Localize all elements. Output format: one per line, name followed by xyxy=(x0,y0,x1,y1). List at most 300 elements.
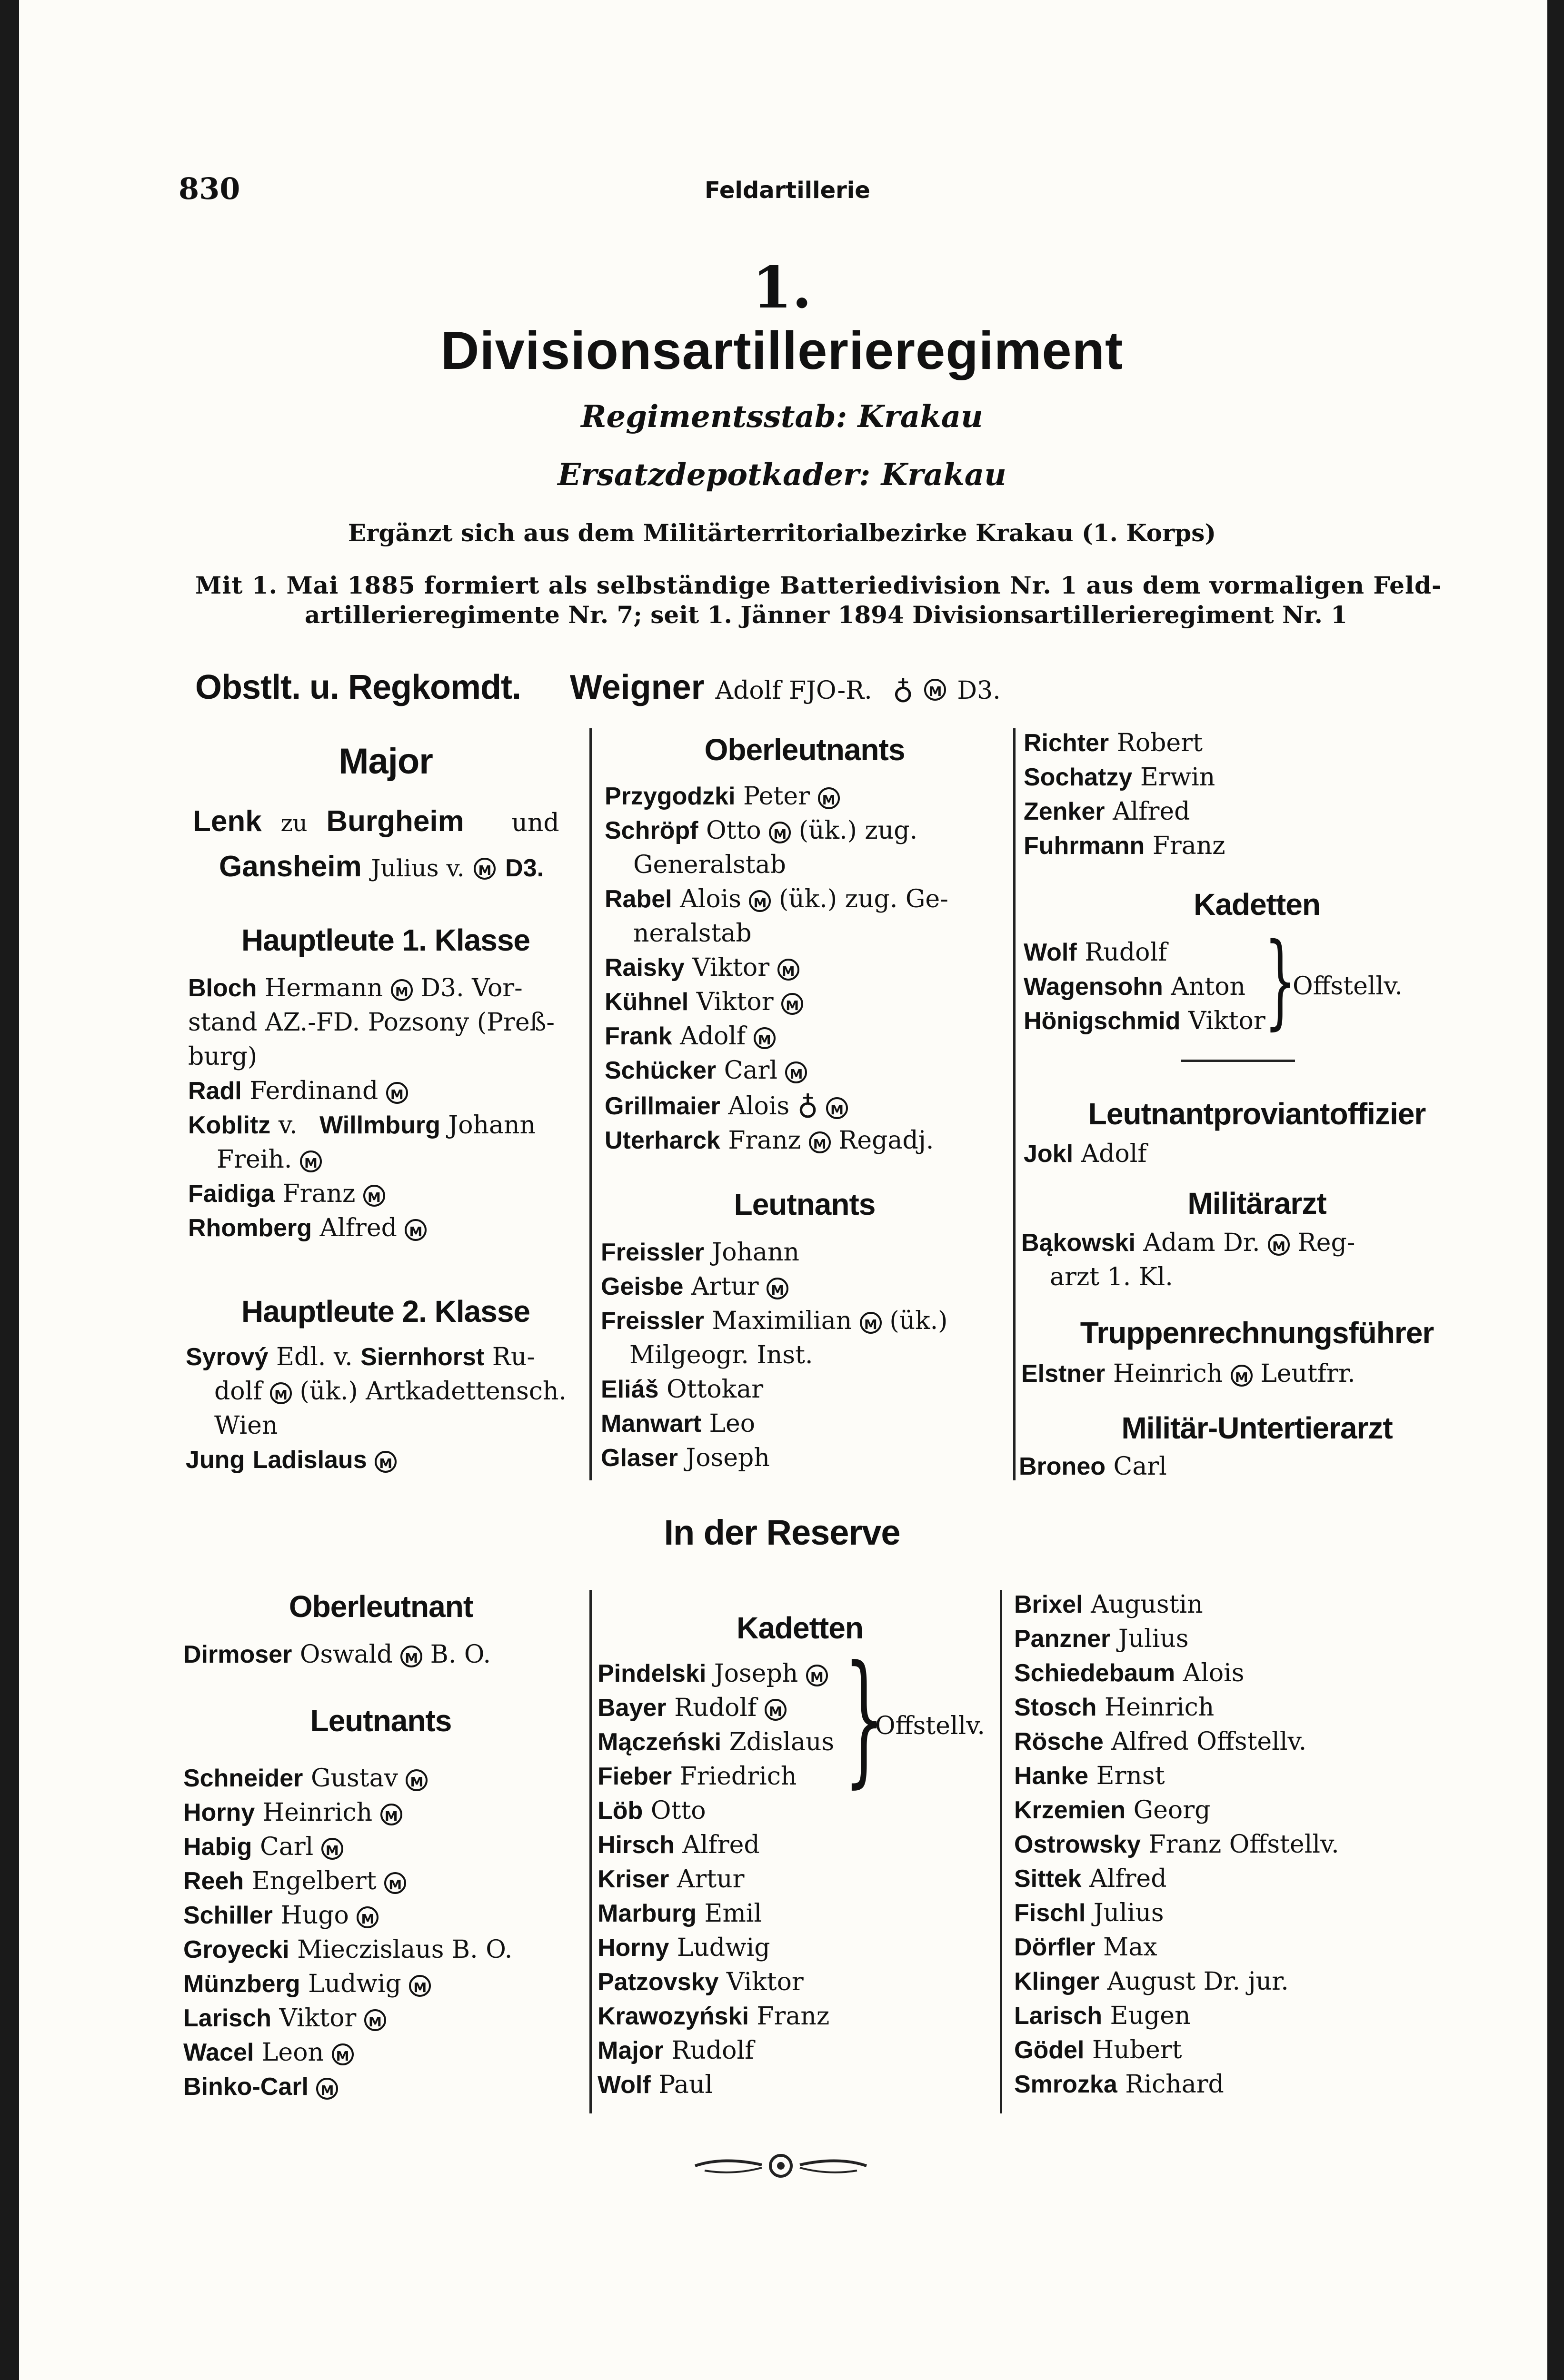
surname: Marburg xyxy=(598,1900,697,1927)
surname: Schneider xyxy=(183,1765,303,1792)
commander-suffix: D3. xyxy=(957,676,1001,705)
given-name: Alois xyxy=(728,1092,790,1121)
list-item xyxy=(1014,1999,1500,2033)
given-name: Ernst xyxy=(1096,1762,1165,1790)
medal-icon: M xyxy=(777,959,799,981)
list-item xyxy=(1014,1827,1500,1862)
kadetten-note: Offstellv. xyxy=(1293,972,1403,1001)
surname: Jokl xyxy=(1024,1140,1074,1168)
surname: Smrozka xyxy=(1014,2071,1117,2098)
cross-symbol: ♁ xyxy=(892,673,914,706)
surname: Kühnel xyxy=(605,988,689,1016)
given-name: Viktor xyxy=(696,988,774,1016)
given-name: Alfred xyxy=(1089,1864,1167,1893)
surname: Löb xyxy=(598,1797,643,1825)
surname: Krzemien xyxy=(1014,1796,1126,1824)
detail: (ük.) zug. xyxy=(798,816,918,845)
surname: Manwart xyxy=(601,1410,701,1438)
cross-symbol: ♁ xyxy=(797,1088,818,1121)
given-name: Erwin xyxy=(1140,763,1215,792)
surname: Hönigschmid xyxy=(1024,1007,1181,1035)
medal-icon: M xyxy=(321,1838,343,1860)
surname: Frank xyxy=(605,1022,672,1050)
list-item xyxy=(188,971,588,1005)
detail: Wien xyxy=(214,1411,278,1440)
given-name: Viktor xyxy=(692,953,770,982)
list-item xyxy=(598,1896,997,1931)
given-name: Maximilian xyxy=(712,1307,852,1335)
given-name: Eugen xyxy=(1110,2002,1191,2030)
reserve-col3-list xyxy=(1014,1587,1500,2102)
surname: Fuhrmann xyxy=(1024,832,1145,860)
surname: Wolf xyxy=(598,2071,651,2099)
given-name: Georg xyxy=(1133,1796,1211,1825)
reserve-leutnants-heading: Leutnants xyxy=(310,1704,452,1738)
given-name: Alois xyxy=(1183,1659,1245,1687)
kadetten-heading: Kadetten xyxy=(1194,887,1320,922)
particle: v. xyxy=(278,1111,298,1140)
given-name: Franz Offstellv. xyxy=(1148,1830,1339,1859)
list-item xyxy=(605,916,1014,951)
surname: Mączeński xyxy=(598,1728,722,1756)
given-name: Johann xyxy=(448,1111,536,1140)
list-item xyxy=(605,951,1014,985)
commander-line xyxy=(195,664,1001,714)
surname: Schiller xyxy=(183,1902,273,1929)
proviant-item xyxy=(1024,1137,1147,1171)
given-name: Rudolf xyxy=(1085,938,1167,967)
medal-icon: M xyxy=(363,1185,385,1207)
surname: Hanke xyxy=(1014,1762,1089,1790)
surname: Koblitz xyxy=(188,1111,271,1139)
given-name: Hugo xyxy=(280,1901,349,1930)
medal-icon: M xyxy=(806,1665,828,1686)
rechnungsfuehrer-heading: Truppenrechnungsführer xyxy=(1080,1316,1434,1350)
surname: Horny xyxy=(598,1934,669,1962)
list-item xyxy=(598,1794,997,1828)
reserve-leutnants-list xyxy=(183,1761,588,2104)
surname: Hirsch xyxy=(598,1831,675,1859)
surname: Patzovsky xyxy=(598,1968,719,1996)
given-name: Franz xyxy=(757,2002,830,2031)
given-name: Carl xyxy=(259,1833,314,1861)
surname: Krawozyński xyxy=(598,2003,749,2030)
surname: Reeh xyxy=(183,1867,244,1895)
list-item xyxy=(1021,1226,1497,1260)
surname: Raisky xyxy=(605,954,685,982)
surname: Gödel xyxy=(1014,2036,1085,2064)
list-item xyxy=(1014,1930,1500,1964)
ornament-divider xyxy=(686,2147,876,2185)
militaerarzt-entry xyxy=(1021,1226,1497,1294)
recruitment-district: Ergänzt sich aus dem Militärterritorialbezirke Krakau (1. Korps) xyxy=(348,519,1216,547)
list-item xyxy=(598,1656,997,1691)
surname: Fischl xyxy=(1014,1899,1086,1927)
reserve-kadetten-heading: Kadetten xyxy=(737,1611,863,1645)
surname: Bloch xyxy=(188,974,257,1002)
surname: Gansheim xyxy=(219,850,362,883)
regiment-title: Divisionsartillerieregiment xyxy=(440,321,1124,380)
given-name: Franz xyxy=(1152,832,1225,860)
given-name: Julius xyxy=(1118,1625,1189,1653)
list-item xyxy=(188,1177,588,1211)
given-name: Viktor xyxy=(279,2004,357,2033)
detail: Reg- xyxy=(1297,1229,1355,1257)
medal-icon: M xyxy=(391,979,413,1001)
surname: Schiedebaum xyxy=(1014,1659,1175,1687)
untertierarzt-heading: Militär-Untertierarzt xyxy=(1121,1411,1393,1445)
given-name: Joseph xyxy=(686,1444,770,1472)
given-name: Heinrich xyxy=(1104,1693,1215,1722)
list-item xyxy=(1024,760,1500,794)
surname: Bayer xyxy=(598,1694,667,1722)
medal-icon: M xyxy=(384,1872,406,1894)
medal-icon: M xyxy=(809,1131,831,1153)
history-line-2: artillerieregimente Nr. 7; seit 1. Jänner 1894 Divisionsartillerieregiment Nr. 1 xyxy=(305,601,1348,629)
medal-icon: M xyxy=(818,787,840,809)
leutnants-heading: Leutnants xyxy=(734,1187,876,1221)
untertierarzt-item xyxy=(1019,1449,1167,1484)
list-item xyxy=(183,1864,588,1898)
detail: (ük.) zug. Ge- xyxy=(779,885,948,913)
medal-icon: M xyxy=(400,1646,422,1667)
list-item xyxy=(605,985,1014,1019)
medal-icon: M xyxy=(1231,1365,1253,1387)
list-item xyxy=(188,1005,588,1040)
surname: Stosch xyxy=(1014,1694,1097,1721)
list-item xyxy=(183,1795,588,1830)
surname: Habig xyxy=(183,1833,252,1861)
given-name: Leo xyxy=(709,1409,756,1438)
list-item xyxy=(598,1759,997,1794)
list-item xyxy=(601,1304,1015,1338)
given-name: Viktor xyxy=(1188,1007,1265,1035)
given-name: Ludwig xyxy=(677,1934,770,1962)
list-item xyxy=(1014,1793,1500,1827)
given-name: Adolf xyxy=(1081,1140,1147,1168)
given-name: Franz xyxy=(728,1126,801,1155)
given-name: August Dr. jur. xyxy=(1107,1967,1289,1996)
given-name: Carl xyxy=(1113,1452,1167,1481)
given-name: Emil xyxy=(704,1899,762,1928)
given-name: Paul xyxy=(658,2071,713,2099)
surname: Major xyxy=(598,2037,664,2064)
given-name: Peter xyxy=(743,782,810,811)
medal-icon: M xyxy=(826,1097,848,1119)
list-item xyxy=(1014,1964,1500,1999)
surname: Wolf xyxy=(1024,939,1077,966)
surname: Jung xyxy=(186,1446,245,1474)
given-name: Heinrich xyxy=(1113,1359,1223,1388)
given-name: Robert xyxy=(1116,729,1203,757)
given-name: Anton xyxy=(1171,972,1246,1001)
surname: Kriser xyxy=(598,1865,669,1893)
given-name: Oswald xyxy=(299,1640,393,1669)
given-name: Alfred Offstellv. xyxy=(1111,1727,1307,1756)
given-name: dolf xyxy=(214,1377,262,1406)
surname: Wacel xyxy=(183,2039,254,2066)
medal-icon: M xyxy=(785,1061,807,1083)
surname: Münzberg xyxy=(183,1970,300,1998)
particle: zu xyxy=(280,810,308,837)
militaerarzt-heading: Militärarzt xyxy=(1187,1186,1326,1220)
reserve-heading: In der Reserve xyxy=(664,1513,900,1552)
list-item xyxy=(1014,2067,1500,2102)
list-item xyxy=(186,1374,590,1408)
regiment-staff: Regimentsstab: Krakau xyxy=(581,399,983,435)
given-name: Heinrich xyxy=(262,1798,373,1827)
list-item xyxy=(598,1862,997,1896)
list-item xyxy=(183,1761,588,1795)
list-item xyxy=(183,1898,588,1933)
major-heading: Major xyxy=(339,741,433,782)
surname: Klinger xyxy=(1014,1968,1100,1995)
surname: Faidiga xyxy=(188,1180,275,1208)
given-name: Richard xyxy=(1125,2070,1224,2099)
list-item xyxy=(601,1269,1015,1304)
detail: (ük.) Artkadettensch. xyxy=(299,1377,567,1406)
list-item xyxy=(598,2068,997,2102)
list-item xyxy=(1024,1004,1366,1038)
given-name: Viktor xyxy=(726,1968,804,1996)
given-name: Alfred xyxy=(682,1831,760,1859)
list-item xyxy=(1014,1896,1500,1930)
list-item xyxy=(1014,1759,1500,1793)
list-item xyxy=(186,1408,590,1443)
surname: Fieber xyxy=(598,1763,672,1790)
reserve-oberleutnant-item xyxy=(183,1637,491,1672)
surname: Dirmoser xyxy=(183,1641,292,1668)
hauptleute-2-list xyxy=(186,1340,590,1477)
given-name: Rudolf xyxy=(674,1694,757,1722)
list-item xyxy=(183,1933,588,1967)
surname: Horny xyxy=(183,1799,255,1826)
detail: Freih. xyxy=(217,1145,292,1174)
list-item xyxy=(1024,935,1366,970)
medal-icon: M xyxy=(409,1975,431,1997)
list-item xyxy=(601,1407,1015,1441)
leutnants-list xyxy=(601,1235,1015,1475)
surname: Binko-Carl xyxy=(183,2073,309,2101)
oberleutnants-heading: Oberleutnants xyxy=(704,733,905,767)
regiment-title-wrap xyxy=(0,320,1564,381)
given-name: Ferdinand xyxy=(249,1077,379,1105)
list-item xyxy=(598,1828,997,1862)
list-item xyxy=(598,1999,997,2033)
column-divider xyxy=(1000,1590,1002,2113)
list-item xyxy=(1014,1690,1500,1725)
surname: Schröpf xyxy=(605,817,698,844)
surname: Eliáš xyxy=(601,1376,659,1403)
list-item xyxy=(188,1108,588,1142)
medal-icon: M xyxy=(405,1219,427,1241)
detail: Generalstab xyxy=(633,851,786,879)
regiment-number: 1. xyxy=(752,254,812,321)
commander-details: Adolf FJO-R. xyxy=(715,676,872,705)
given-name: Julius v. xyxy=(371,854,465,882)
list-item xyxy=(188,1211,588,1245)
given-name: Otto xyxy=(650,1796,706,1825)
detail: Milgeogr. Inst. xyxy=(629,1341,813,1369)
list-item xyxy=(1021,1260,1497,1294)
surname: Larisch xyxy=(183,2004,271,2032)
detail: neralstab xyxy=(633,919,752,948)
reserve-oberleutnant-heading: Oberleutnant xyxy=(289,1589,473,1624)
surname: Lenk xyxy=(193,805,262,838)
surname: Sochatzy xyxy=(1024,764,1133,791)
list-item xyxy=(605,882,1014,916)
surname: Dörfler xyxy=(1014,1934,1096,1961)
medal-icon: M xyxy=(364,2009,386,2031)
brace: } xyxy=(1264,921,1297,1040)
reserve-kadetten-note: Offstellv. xyxy=(875,1712,985,1740)
replacement-depot: Ersatzdepotkader: Krakau xyxy=(558,457,1006,493)
brace: } xyxy=(844,1635,885,1801)
given-name: Alfred xyxy=(1113,797,1190,826)
col3-top-list xyxy=(1024,726,1500,863)
surname: Grillmaier xyxy=(605,1092,720,1120)
surname: Broneo xyxy=(1019,1453,1106,1480)
given-name: Ru- xyxy=(492,1343,535,1371)
surname: Bąkowski xyxy=(1021,1229,1136,1257)
detail: arzt 1. Kl. xyxy=(1050,1263,1173,1291)
medal-icon: M xyxy=(767,1278,788,1299)
surname: Syrový xyxy=(186,1343,269,1371)
particle: Edl. v. xyxy=(276,1343,353,1371)
medal-icon: M xyxy=(781,993,803,1015)
list-item xyxy=(188,1142,588,1177)
commander-rank: Obstlt. u. Regkomdt. xyxy=(195,668,521,706)
surname: Willmburg xyxy=(319,1111,440,1139)
medal-icon: M xyxy=(749,890,771,912)
major-line-2 xyxy=(219,845,544,890)
surname: Rabel xyxy=(605,885,672,913)
given-name: Max xyxy=(1103,1933,1157,1962)
list-item xyxy=(598,1965,997,1999)
list-item xyxy=(601,1372,1015,1407)
list-item xyxy=(598,1931,997,1965)
medal-icon: M xyxy=(1268,1234,1290,1256)
surname: Larisch xyxy=(1014,2002,1102,2030)
list-item xyxy=(605,779,1014,813)
list-item xyxy=(1014,1587,1500,1622)
surname: Schücker xyxy=(605,1057,717,1084)
surname: Freissler xyxy=(601,1239,704,1266)
medal-icon: M xyxy=(769,822,791,843)
given-name: Adam Dr. xyxy=(1143,1229,1260,1257)
surname: Siernhorst xyxy=(360,1343,485,1371)
conjunction: und xyxy=(511,809,559,837)
list-item xyxy=(1024,829,1500,863)
surname: Groyecki xyxy=(183,1936,289,1964)
list-item xyxy=(1024,726,1500,760)
surname: Burgheim xyxy=(326,805,464,838)
detail: D3. Vor- xyxy=(420,974,523,1002)
commander-surname: Weigner xyxy=(569,668,705,706)
oberleutnants-list xyxy=(605,779,1014,1158)
medal-icon: M xyxy=(375,1451,397,1473)
given-name: Artur xyxy=(691,1272,759,1301)
given-name: Johann xyxy=(712,1238,799,1267)
list-item xyxy=(598,2033,997,2068)
surname: Ostrowsky xyxy=(1014,1831,1141,1858)
surname: Pindelski xyxy=(598,1660,707,1687)
list-item xyxy=(605,813,1014,848)
given-name: Hermann xyxy=(264,974,383,1002)
list-item xyxy=(1014,1862,1500,1896)
rechnungsfuehrer-item xyxy=(1021,1357,1355,1391)
list-item xyxy=(188,1040,588,1074)
page-number: 830 xyxy=(179,171,240,206)
hauptleute-1-list xyxy=(188,971,588,1245)
surname: Elstner xyxy=(1021,1360,1106,1388)
list-item xyxy=(605,1053,1014,1088)
surname: Geisbe xyxy=(601,1273,684,1300)
medal-icon: M xyxy=(332,2043,354,2065)
list-item xyxy=(605,1019,1014,1053)
medal-icon: M xyxy=(860,1312,882,1334)
list-item xyxy=(1014,1725,1500,1759)
surname: Brixel xyxy=(1014,1591,1083,1618)
list-item xyxy=(605,848,1014,882)
surname: Przygodzki xyxy=(605,783,736,810)
list-item xyxy=(186,1443,590,1477)
given-name: Ottokar xyxy=(666,1375,764,1404)
given-name: Artur xyxy=(677,1865,745,1894)
medal-icon: M xyxy=(474,858,496,880)
detail: (ük.) xyxy=(889,1307,948,1335)
list-item xyxy=(183,2001,588,2035)
list-item xyxy=(601,1441,1015,1475)
medal-icon: M xyxy=(316,2078,338,2100)
given-name: Otto xyxy=(706,816,761,845)
medal-icon: M xyxy=(357,1906,379,1928)
surname: Wagensohn xyxy=(1024,973,1163,1001)
list-item xyxy=(183,1967,588,2001)
given-name: Mieczislaus B. O. xyxy=(297,1935,513,1964)
list-item xyxy=(186,1340,590,1374)
surname: Freissler xyxy=(601,1307,704,1335)
detail: burg) xyxy=(188,1042,258,1071)
surname: Rhomberg xyxy=(188,1214,312,1242)
list-item xyxy=(601,1235,1015,1269)
medal-icon: M xyxy=(924,679,946,701)
list-item xyxy=(183,2035,588,2070)
medal-icon: M xyxy=(270,1382,292,1404)
hauptleute-1-heading: Hauptleute 1. Klasse xyxy=(241,923,530,957)
list-item xyxy=(1014,1656,1500,1690)
running-title: Feldartillerie xyxy=(705,177,870,204)
given-name: Adolf xyxy=(680,1022,746,1051)
list-item xyxy=(605,1088,1014,1123)
surname: Radl xyxy=(188,1077,242,1105)
decoration: D3. xyxy=(505,854,544,882)
given-name: Hubert xyxy=(1092,2036,1182,2064)
surname: Zenker xyxy=(1024,798,1105,825)
hauptleute-2-heading: Hauptleute 2. Klasse xyxy=(241,1294,530,1329)
given-name: Alfred xyxy=(319,1214,397,1242)
list-item xyxy=(183,2070,588,2104)
medal-icon: M xyxy=(300,1150,322,1172)
medal-icon: M xyxy=(754,1027,776,1049)
detail: Regadj. xyxy=(838,1126,934,1155)
surname: Panzner xyxy=(1014,1625,1111,1653)
detail: Leutfrr. xyxy=(1260,1359,1355,1388)
column-divider xyxy=(589,1590,592,2113)
given-name: Carl xyxy=(724,1056,777,1085)
given-name: Ludwig xyxy=(308,1970,401,1998)
major-line-1 xyxy=(193,800,559,845)
